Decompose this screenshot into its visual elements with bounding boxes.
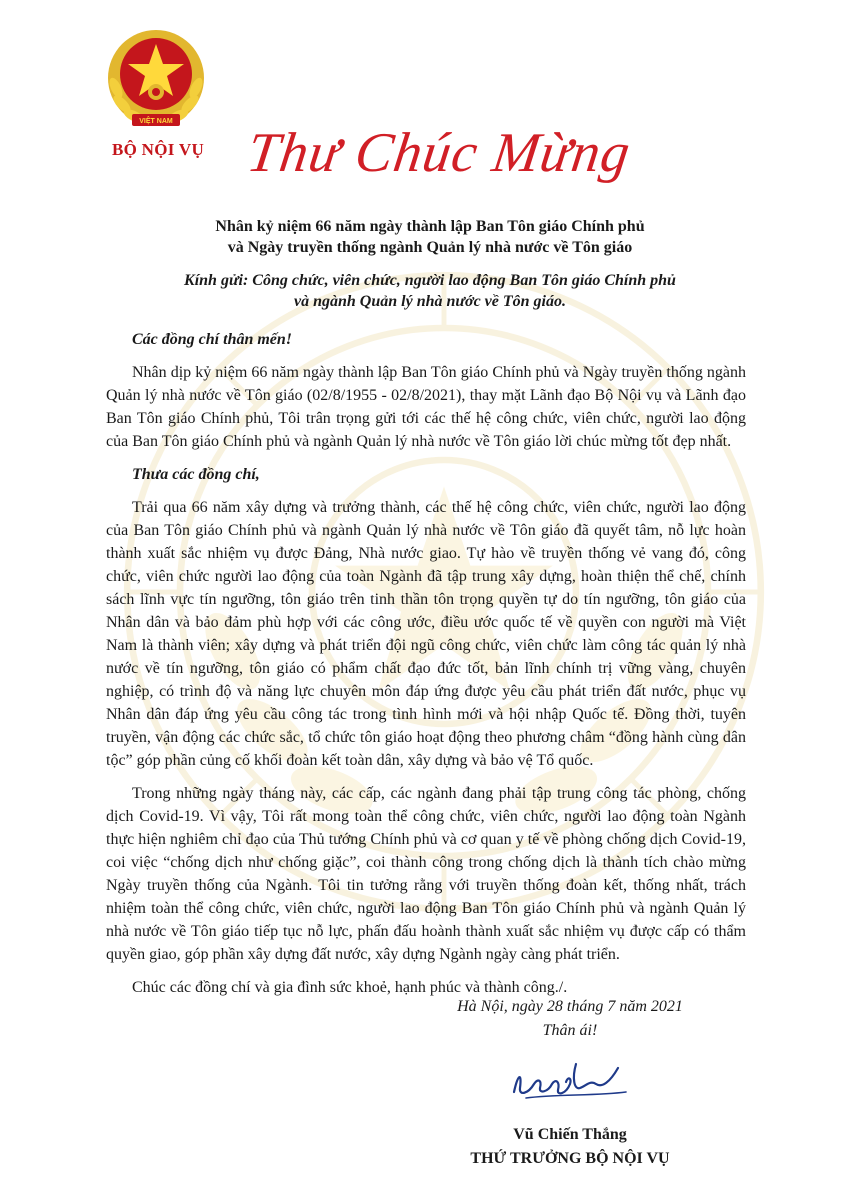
subject-line-2: và Ngày truyền thống ngành Quản lý nhà nước về Tôn giáo	[227, 239, 633, 256]
paragraph-1: Nhân dịp kỷ niệm 66 năm ngày thành lập Ban Tôn giáo Chính phủ và Ngày truyền thống ngành Quản lý nhà nước về Tôn giáo (02/8/1955 - 02/8/2021), thay mặt Lãnh đạo Bộ Nội vụ và Lãnh đạo Ban Tôn giáo Chính phủ, Tôi trân trọng gửi tới các thế hệ công chức, viên chức, người lao động của Ban Tôn giáo Chính phủ và ngành Quản lý nhà nước về Tôn giáo lời chúc mừng tốt đẹp nhất.	[106, 364, 746, 450]
subject-line-1: Nhân kỷ niệm 66 năm ngày thành lập Ban Tôn giáo Chính phủ	[215, 218, 645, 235]
national-emblem-icon	[106, 28, 206, 132]
date-line: Hà Nội, ngày 28 tháng 7 năm 2021	[457, 998, 683, 1015]
emblem-band-text: VIỆT NAM	[139, 118, 173, 125]
paragraph-3: Trong những ngày tháng này, các cấp, các ngành đang phải tập trung công tác phòng, chống dịch Covid-19. Vì vậy, Tôi rất mong toàn thể công chức, viên chức, người lao động toàn Ngành thực hiện nghiêm chỉ đạo của Thủ tướng Chính phủ và cơ quan y tế về phòng chống dịch Covid-19, coi việc “chống dịch như chống giặc”, coi thành công trong chống dịch là thành tích chào mừng Ngày truyền thống của Ngành. Tôi tin tưởng rằng với truyền thống đoàn kết, thống nhất, trách nhiệm toàn thể công chức, viên chức, người lao động Ban Tôn giáo Chính phủ và ngành Quản lý nhà nước về Tôn giáo tiếp tục nỗ lực, phấn đấu hoành thành xuất sắc nhiệm vụ được cấp có thẩm quyền giao, góp phần xây dựng đất nước, xây dựng Ngành ngày càng phát triển.	[106, 785, 746, 963]
letter-body	[106, 328, 746, 1009]
salutation-1: Các đồng chí thân mến!	[132, 331, 293, 348]
agency-name: BỘ NỘI VỤ	[111, 140, 205, 159]
letter-title: Thư Chúc Mừng	[243, 122, 635, 184]
paragraph-2: Trải qua 66 năm xây dựng và trưởng thành, các thế hệ công chức, viên chức, người lao động của Ban Tôn giáo Chính phủ và ngành Quản lý nhà nước về Tôn giáo đã quyết tâm, nỗ lực hoàn thành xuất sắc nhiệm vụ được Đảng, Nhà nước giao. Tự hào về truyền thống vẻ vang đó, công chức, viên chức người lao động của toàn Ngành đã tập trung xây dựng, hoàn thiện thể chế, chính sách lĩnh vực tín ngưỡng, tôn giáo trên tinh thần tôn trọng quyền tự do tín ngưỡng, tôn giáo của Nhân dân và bảo đảm phù hợp với các công ước, điều ước quốc tế về quyền con người mà Việt Nam là thành viên; xây dựng và phát triển đội ngũ công chức, viên chức làm công tác quản lý nhà nước về tín ngưỡng, tôn giáo có phẩm chất đạo đức tốt, bản lĩnh chính trị vững vàng, chuyên nghiệp, có trình độ và năng lực chuyên môn đáp ứng được yêu cầu phát triển đất nước, phục vụ Nhân dân đáp ứng yêu cầu công tác trong tình hình mới và hội nhập Quốc tế. Đồng thời, tuyên truyền, vận động các chức sắc, tổ chức tôn giáo hoạt động theo phương châm “đồng hành cùng dân tộc” góp phần củng cố khối đoàn kết toàn dân, xây dựng và bảo vệ Tổ quốc.	[106, 499, 746, 769]
signer-name: Vũ Chiến Thắng	[513, 1126, 627, 1143]
recipient-block	[130, 270, 730, 312]
signature-icon	[506, 1054, 636, 1102]
closing-greeting: Thân ái!	[542, 1022, 598, 1039]
subject-block	[130, 216, 730, 258]
recipient-line-2: và ngành Quản lý nhà nước về Tôn giáo.	[294, 293, 566, 310]
salutation-2: Thưa các đồng chí,	[132, 466, 260, 483]
recipient-line-1: Kính gửi: Công chức, viên chức, người lao động Ban Tôn giáo Chính phủ	[184, 272, 676, 289]
signer-title: THỨ TRƯỞNG BỘ NỘI VỤ	[470, 1150, 670, 1167]
paragraph-4: Chúc các đồng chí và gia đình sức khoẻ, hạnh phúc và thành công./.	[132, 979, 568, 996]
